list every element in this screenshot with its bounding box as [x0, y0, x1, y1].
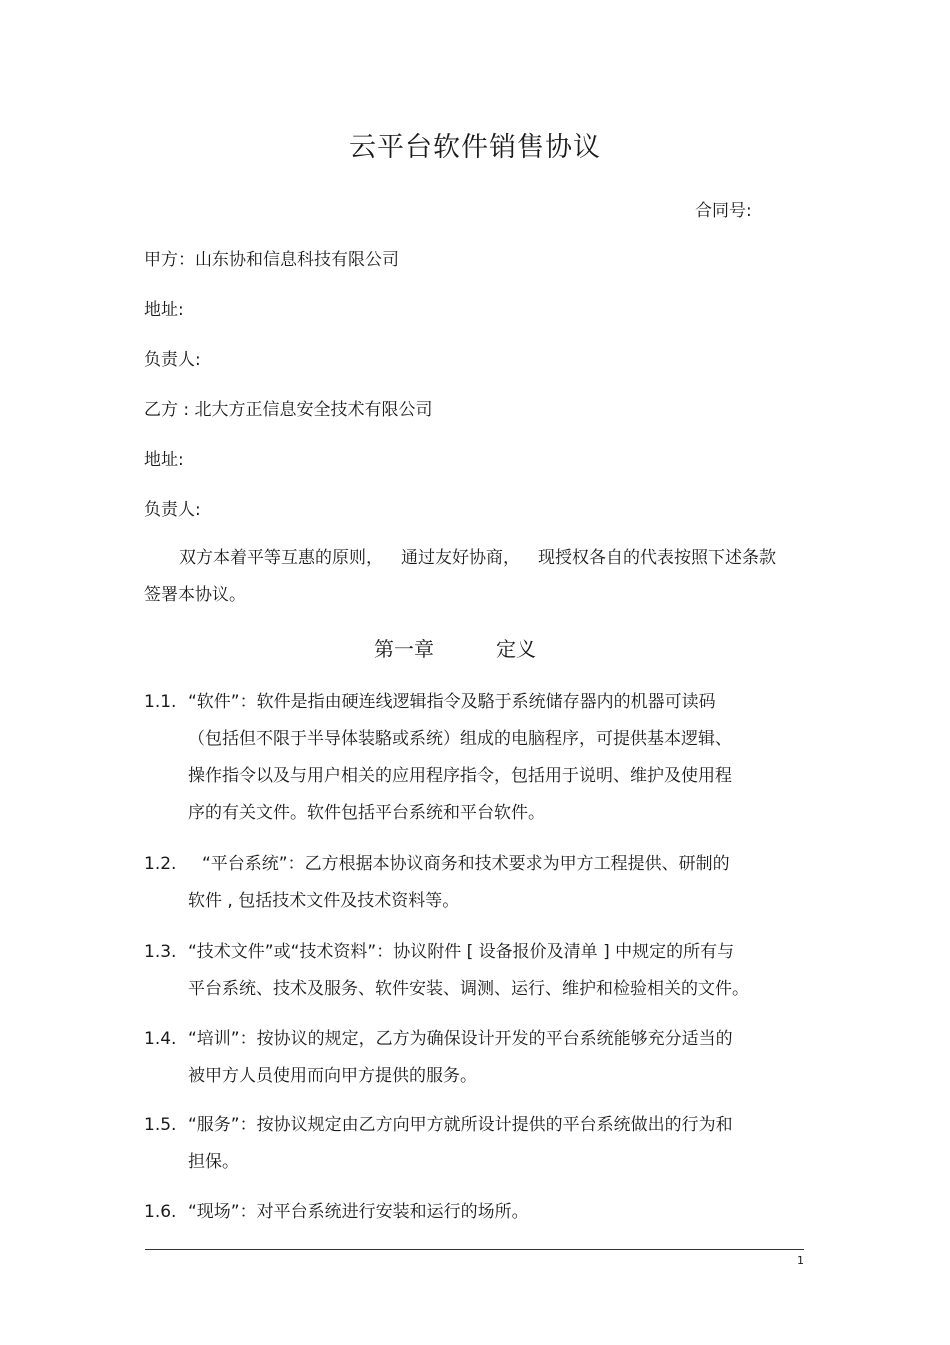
clause-number: 1.4. — [144, 1029, 177, 1049]
clause-1-3 — [144, 939, 814, 1013]
contract-number-label: 合同号: — [695, 201, 752, 221]
footer-divider — [145, 1249, 804, 1250]
intro-segment-1: 双方本着平等互惠的原则， — [179, 548, 383, 568]
page-title: 云平台软件销售协议 — [349, 132, 601, 163]
intro-segment-3: 现授权各自的代表按照下述条款 — [538, 548, 776, 568]
page-number: 1 — [797, 1254, 804, 1267]
clause-1-2 — [144, 851, 814, 925]
clause-line: 平台系统、技术及服务、软件安装、调测、运行、维护和检验相关的文件。 — [188, 979, 749, 999]
clause-number: 1.5. — [144, 1115, 177, 1135]
party-b-name: 乙方 : 北大方正信息安全技术有限公司 — [144, 400, 433, 420]
party-a-address-label: 地址: — [144, 300, 184, 320]
party-b-address-label: 地址: — [144, 450, 184, 470]
clause-number: 1.6. — [144, 1202, 177, 1222]
clause-line: 软件 , 包括技术文件及技术资料等。 — [188, 891, 460, 911]
clause-line: “技术文件”或“技术资料”：协议附件 [ 设备报价及清单 ] 中规定的所有与 — [188, 942, 735, 962]
clause-number: 1.1. — [144, 692, 177, 712]
intro-paragraph — [144, 545, 804, 608]
clause-line: （包括但不限于半导体装駱或系统）组成的电脑程序，可提供基本逻辑、 — [188, 729, 732, 749]
clause-line: 操作指令以及与用户相关的应用程序指令，包括用于说明、维护及使用程 — [188, 766, 732, 786]
clause-line: “软件”：软件是指由硬连线逻辑指令及駱于系统储存器内的机器可读码 — [188, 692, 716, 712]
clause-line: “平台系统”：乙方根据本协议商务和技术要求为甲方工程提供、研制的 — [202, 854, 730, 874]
clause-line: “服务”：按协议规定由乙方向甲方就所设计提供的平台系统做出的行为和 — [188, 1115, 733, 1135]
clause-1-4 — [144, 1026, 814, 1100]
party-b-principal-label: 负责人: — [144, 500, 201, 520]
intro-segment-2: 通过友好协商， — [401, 548, 520, 568]
clause-1-1 — [144, 689, 814, 837]
clause-1-5 — [144, 1112, 814, 1186]
clause-line: “培训”：按协议的规定，乙方为确保设计开发的平台系统能够充分适当的 — [188, 1029, 733, 1049]
chapter-heading — [374, 634, 536, 664]
clause-1-6 — [144, 1199, 814, 1236]
party-a-name: 甲方：山东协和信息科技有限公司 — [144, 250, 399, 270]
intro-line-2: 签署本协议。 — [144, 585, 246, 605]
clause-line: 担保。 — [188, 1152, 239, 1172]
clause-number: 1.2. — [144, 854, 177, 874]
clause-line: 序的有关文件。软件包括平台系统和平台软件。 — [188, 803, 545, 823]
chapter-title: 定义 — [496, 637, 536, 661]
clause-line: “现场”：对平台系统进行安装和运行的场所。 — [188, 1202, 529, 1222]
clause-number: 1.3. — [144, 942, 177, 962]
clause-line: 被甲方人员使用而向甲方提供的服务。 — [188, 1066, 477, 1086]
party-a-principal-label: 负责人: — [144, 350, 201, 370]
chapter-number: 第一章 — [374, 637, 434, 661]
